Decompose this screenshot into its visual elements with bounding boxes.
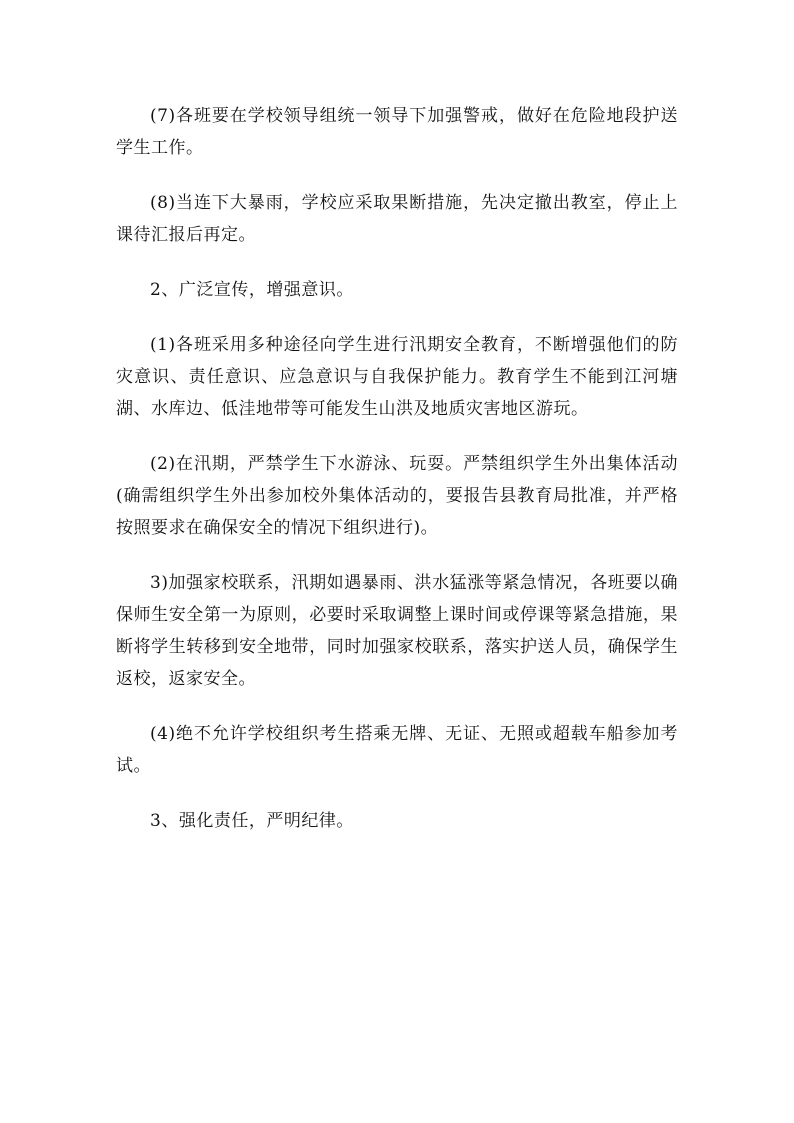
section-heading-publicity: 2、广泛宣传，增强意识。 — [150, 280, 354, 300]
paragraph-swimming-ban: (2)在汛期，严禁学生下水游泳、玩耍。严禁组织学生外出集体活动(确需组织学生外出参加校外集体活动的，要报告县教育局批准，并严格按照要求在确保安全的情况下组织进行)。 — [116, 454, 678, 538]
paragraph-heavy-rain-measures: (8)当连下大暴雨，学校应采取果断措施，先决定撤出教室，停止上课待汇报后再定。 — [116, 193, 678, 245]
document-body — [116, 100, 678, 860]
paragraph-vehicle-rule: (4)绝不允许学校组织考生搭乘无牌、无证、无照或超载车船参加考试。 — [116, 724, 678, 776]
paragraph-escort-students: (7)各班要在学校领导组统一领导下加强警戒，做好在危险地段护送学生工作。 — [116, 106, 678, 158]
paragraph-home-school-contact: 3)加强家校联系，汛期如遇暴雨、洪水猛涨等紧急情况，各班要以确保师生安全第一为原则，必要时采取调整上课时间或停课等紧急措施，果断将学生转移到安全地带，同时加强家校联系，落实护送人员，确保学生返校，返家安全。 — [116, 573, 678, 689]
section-heading-responsibility: 3、强化责任，严明纪律。 — [150, 811, 354, 831]
paragraph-safety-education: (1)各班采用多种途径向学生进行汛期安全教育，不断增强他们的防灾意识、责任意识、应急意识与自我保护能力。教育学生不能到江河塘湖、水库边、低洼地带等可能发生山洪及地质灾害地区游玩。 — [116, 335, 678, 419]
